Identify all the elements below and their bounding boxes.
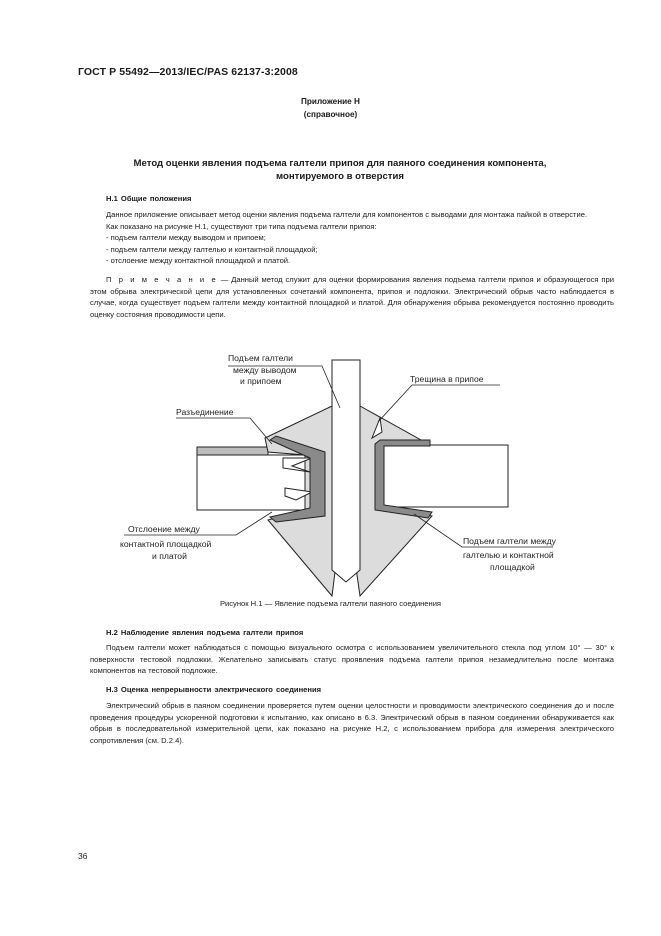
section-h1-body [90,209,614,320]
paragraph: Данное приложение описывает метод оценки явления подъема галтели для компонентов с выводами для монтажа пайкой в отверстие. [106,210,588,219]
annex-main-title [60,157,620,183]
figure-caption: Рисунок Н.1 — Явление подъема галтели паяного соединения [219,599,442,608]
paragraph: Подъем галтели может наблюдаться с помощью визуального осмотра с использованием увеличительного стекла под углом 10° — 30° к поверхности тестовой подложки. Желательно записывать статус проявления подъема галтели припоя незамедлительно после монтажа компонентов на тестовой подложке. [90,643,614,676]
note-text: — Данный метод служит для оценки формирования явления подъема галтели припоя и образующегося при этом обрыва электрической цепи для установленных сочетаний компонента, припоя и подложки. Электрический обрыв часто наблюдается в случае, когда существует подъем галтели между контактной площадкой и платой. Для обнаружения обрыва рекомендуется постоянно проводить оценку состояния проводимости цепи. [90,274,614,319]
label-lift-lead-2: между выводом [233,365,297,375]
list-item: - подъем галтели между выводом и припоем; [106,233,266,243]
leader-crack [378,385,500,422]
page-number: 36 [78,851,88,861]
annex-title: Приложение Н [301,97,360,106]
left-pad [197,447,268,455]
label-peel-1: Отслоение между [128,524,200,534]
label-peel-3: и платой [152,551,187,561]
label-lift-pad-3: площадкой [490,562,535,572]
note-paragraph [90,274,614,320]
label-lift-pad-2: галтелью и контактной [463,550,554,560]
section-heading-h1: Н.1 Общие положения [106,194,192,203]
leader-separation [176,418,272,444]
annex-heading [0,95,661,121]
list-item: - подъем галтели между галтелью и контактной площадкой; [106,244,318,254]
title-line-1: Метод оценки явления подъема галтели припоя для паяного соединения компонента, [133,158,547,169]
section-h2-body [90,642,614,677]
label-lift-pad-1: Подъем галтели между [463,536,556,546]
label-crack: Трещина в припое [410,374,484,384]
component-lead [332,360,360,582]
label-lift-lead-3: и припоем [240,376,282,386]
figure-h1-diagram [0,340,661,600]
title-line-2: монтируемого в отверстия [276,171,404,182]
label-peel-2: контактной площадкой [120,539,212,549]
right-board [380,445,508,507]
list-item: - отслоение между контактной площадкой и платой. [106,256,291,266]
paragraph: Как показано на рисунке Н.1, существуют три типа подъема галтели припоя: [106,221,377,231]
label-lift-lead-1: Подъем галтели [228,353,293,363]
document-header: ГОСТ Р 55492—2013/IEC/PAS 62137-3:2008 [78,66,298,78]
paragraph: Электрический обрыв в паяном соединении проверяется путем оценки целостности и проводимости электрического соединения до и после проведения процедуры ускоренной подготовки к испытанию, как описано в 6.3. Электрический обрыв в паяном соединении обнаруживается как обрыв в последовательной измерительной цепи, как показано на рисунке Н.2, с использованием прибора для измерения электрического сопротивления (см. D.2.4). [90,701,614,745]
note-label: П р и м е ч а н и е [106,274,218,284]
section-h3-body [90,700,614,746]
annex-status: (справочное) [303,110,358,119]
label-separation: Разъединение [176,407,234,417]
section-heading-h3: Н.3 Оценка непрерывности электрического соединения [106,685,322,694]
section-heading-h2: Н.2 Наблюдение явления подъема галтели припоя [106,628,304,637]
